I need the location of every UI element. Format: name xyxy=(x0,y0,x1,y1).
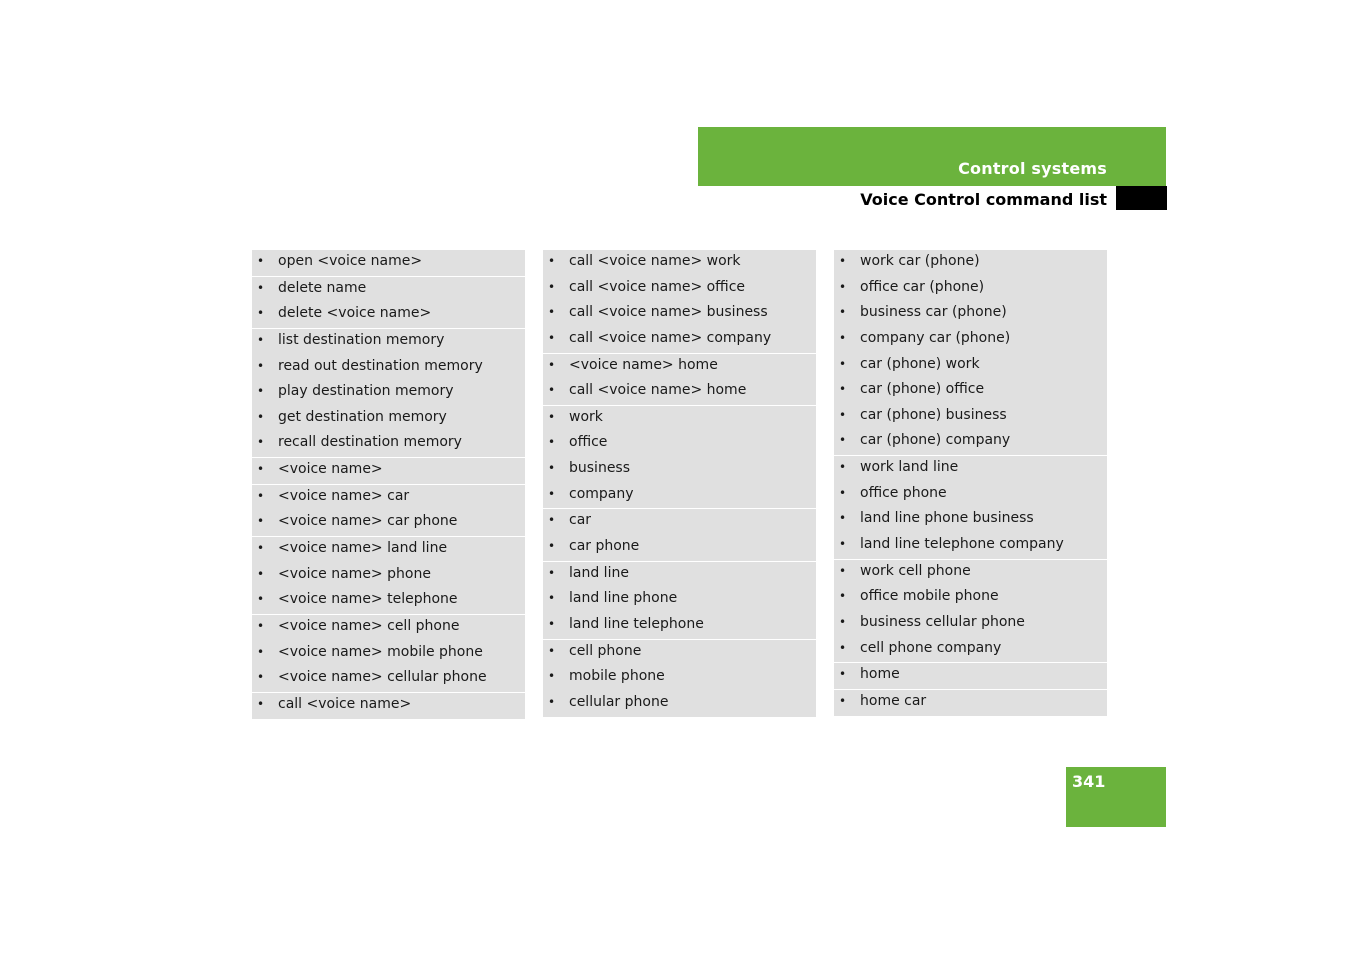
command-text: cell phone company xyxy=(860,639,1002,656)
command-item xyxy=(543,587,816,613)
command-text: office mobile phone xyxy=(860,588,999,605)
command-text: delete <voice name> xyxy=(278,305,432,322)
command-text: call <voice name> office xyxy=(569,278,746,295)
bullet-icon: • xyxy=(257,280,265,295)
bullet-icon: • xyxy=(839,511,847,526)
command-group xyxy=(543,509,816,561)
command-item xyxy=(252,485,525,511)
command-text: call <voice name> company xyxy=(569,329,772,346)
command-text: car (phone) business xyxy=(860,406,1007,423)
command-text: company xyxy=(569,485,634,502)
command-item xyxy=(543,301,816,327)
bullet-icon: • xyxy=(257,332,265,347)
bullet-icon: • xyxy=(548,409,556,424)
bullet-icon: • xyxy=(548,305,556,320)
bullet-icon: • xyxy=(548,383,556,398)
command-text: office car (phone) xyxy=(860,278,985,295)
command-item xyxy=(543,509,816,535)
bullet-icon: • xyxy=(839,356,847,371)
command-text: land line xyxy=(569,564,629,581)
bullet-icon: • xyxy=(548,435,556,450)
command-group xyxy=(252,693,525,719)
command-text: <voice name> xyxy=(278,461,383,478)
bullet-icon: • xyxy=(548,539,556,554)
command-group xyxy=(834,250,1107,456)
bullet-icon: • xyxy=(548,616,556,631)
bullet-icon: • xyxy=(548,279,556,294)
command-group xyxy=(252,277,525,329)
command-item xyxy=(543,276,816,302)
bullet-icon: • xyxy=(548,254,556,268)
command-group xyxy=(252,329,525,458)
bullet-icon: • xyxy=(839,433,847,448)
command-item xyxy=(834,585,1107,611)
section-marker-tab xyxy=(1116,186,1167,210)
command-item xyxy=(252,563,525,589)
bullet-icon: • xyxy=(257,254,265,268)
command-item xyxy=(834,429,1107,455)
bullet-icon: • xyxy=(548,591,556,606)
command-text: land line phone xyxy=(569,590,678,607)
command-text: car phone xyxy=(569,538,640,555)
bullet-icon: • xyxy=(839,330,847,345)
command-item xyxy=(834,301,1107,327)
command-text: call <voice name> home xyxy=(569,382,747,399)
command-text: cellular phone xyxy=(569,693,669,710)
command-text: <voice name> land line xyxy=(278,540,448,557)
command-group xyxy=(252,250,525,277)
bullet-icon: • xyxy=(548,565,556,580)
command-group xyxy=(543,250,816,354)
command-text: delete name xyxy=(278,279,367,296)
command-item xyxy=(834,276,1107,302)
bullet-icon: • xyxy=(257,306,265,321)
command-text: <voice name> home xyxy=(569,356,718,373)
bullet-icon: • xyxy=(839,693,847,708)
section-title: Control systems xyxy=(958,159,1107,178)
bullet-icon: • xyxy=(548,461,556,476)
command-text: call <voice name> work xyxy=(569,253,741,269)
bullet-icon: • xyxy=(257,644,265,659)
command-text: land line telephone xyxy=(569,615,704,632)
command-item xyxy=(252,641,525,667)
bullet-icon: • xyxy=(257,462,265,477)
command-item xyxy=(252,277,525,303)
command-item xyxy=(252,380,525,406)
command-text: <voice name> car xyxy=(278,487,410,504)
command-item xyxy=(543,457,816,483)
command-group xyxy=(252,485,525,537)
command-item xyxy=(834,482,1107,508)
bullet-icon: • xyxy=(839,382,847,397)
command-group xyxy=(252,537,525,615)
command-text: open <voice name> xyxy=(278,253,423,269)
bullet-icon: • xyxy=(548,694,556,709)
bullet-icon: • xyxy=(839,279,847,294)
command-text: land line phone business xyxy=(860,510,1034,527)
command-item xyxy=(252,406,525,432)
command-text: <voice name> car phone xyxy=(278,513,458,530)
command-group xyxy=(543,562,816,640)
command-item xyxy=(252,615,525,641)
command-item xyxy=(834,378,1107,404)
command-group xyxy=(543,354,816,406)
command-text: car (phone) office xyxy=(860,381,985,398)
bullet-icon: • xyxy=(839,537,847,552)
bullet-icon: • xyxy=(257,566,265,581)
bullet-icon: • xyxy=(257,541,265,556)
command-text: work xyxy=(569,408,603,425)
command-group xyxy=(543,406,816,510)
bullet-icon: • xyxy=(257,358,265,373)
command-item xyxy=(543,406,816,432)
bullet-icon: • xyxy=(257,618,265,633)
command-text: home xyxy=(860,666,900,683)
command-text: work cell phone xyxy=(860,562,971,579)
command-item xyxy=(252,588,525,614)
command-item xyxy=(834,353,1107,379)
bullet-icon: • xyxy=(548,669,556,684)
bullet-icon: • xyxy=(257,435,265,450)
command-item xyxy=(834,507,1107,533)
command-item xyxy=(543,431,816,457)
command-item xyxy=(252,666,525,692)
command-text: work car (phone) xyxy=(860,253,980,269)
command-item xyxy=(252,693,525,719)
command-item xyxy=(834,404,1107,430)
command-item xyxy=(543,562,816,588)
command-column-2 xyxy=(543,250,816,717)
command-text: office xyxy=(569,434,608,451)
command-text: company car (phone) xyxy=(860,329,1011,346)
command-item xyxy=(834,560,1107,586)
bullet-icon: • xyxy=(257,592,265,607)
command-group xyxy=(834,663,1107,690)
command-text: home car xyxy=(860,692,927,709)
command-item xyxy=(543,613,816,639)
command-group xyxy=(834,690,1107,716)
command-item xyxy=(252,458,525,484)
bullet-icon: • xyxy=(548,513,556,528)
command-text: <voice name> telephone xyxy=(278,591,458,608)
command-text: call <voice name> xyxy=(278,695,412,712)
command-item xyxy=(834,533,1107,559)
command-item xyxy=(834,456,1107,482)
command-item xyxy=(543,354,816,380)
command-column-3 xyxy=(834,250,1107,716)
command-text: land line telephone company xyxy=(860,536,1064,553)
command-item xyxy=(543,691,816,717)
bullet-icon: • xyxy=(548,486,556,501)
command-item xyxy=(543,250,816,276)
command-text: office phone xyxy=(860,484,947,501)
command-item xyxy=(252,537,525,563)
command-item xyxy=(252,355,525,381)
command-item xyxy=(252,329,525,355)
command-item xyxy=(543,379,816,405)
command-text: read out destination memory xyxy=(278,357,483,374)
bullet-icon: • xyxy=(257,670,265,685)
command-text: get destination memory xyxy=(278,408,447,425)
bullet-icon: • xyxy=(548,643,556,658)
command-item xyxy=(252,510,525,536)
command-text: business cellular phone xyxy=(860,613,1025,630)
bullet-icon: • xyxy=(839,589,847,604)
command-item xyxy=(834,250,1107,276)
bullet-icon: • xyxy=(257,409,265,424)
command-group xyxy=(834,456,1107,560)
command-text: business car (phone) xyxy=(860,304,1007,321)
command-text: <voice name> cell phone xyxy=(278,617,460,634)
page-subtitle: Voice Control command list xyxy=(860,190,1107,209)
command-item xyxy=(834,637,1107,663)
command-item xyxy=(834,663,1107,689)
command-group xyxy=(543,640,816,717)
command-item xyxy=(543,640,816,666)
command-text: <voice name> cellular phone xyxy=(278,669,487,686)
bullet-icon: • xyxy=(839,305,847,320)
bullet-icon: • xyxy=(839,460,847,475)
bullet-icon: • xyxy=(257,384,265,399)
page-number-box xyxy=(1066,767,1166,827)
command-item xyxy=(543,665,816,691)
bullet-icon: • xyxy=(839,407,847,422)
bullet-icon: • xyxy=(839,254,847,268)
bullet-icon: • xyxy=(839,485,847,500)
command-text: cell phone xyxy=(569,642,642,659)
command-item xyxy=(252,431,525,457)
command-item xyxy=(834,690,1107,716)
bullet-icon: • xyxy=(257,696,265,711)
command-item xyxy=(543,535,816,561)
command-column-1 xyxy=(252,250,525,719)
command-text: play destination memory xyxy=(278,383,454,400)
bullet-icon: • xyxy=(548,330,556,345)
command-item xyxy=(252,250,525,276)
command-item xyxy=(834,611,1107,637)
command-text: car (phone) company xyxy=(860,432,1011,449)
command-text: <voice name> mobile phone xyxy=(278,643,483,660)
bullet-icon: • xyxy=(839,667,847,682)
command-text: <voice name> phone xyxy=(278,565,431,582)
bullet-icon: • xyxy=(257,488,265,503)
command-text: car (phone) work xyxy=(860,355,980,372)
bullet-icon: • xyxy=(257,514,265,529)
command-item xyxy=(543,483,816,509)
command-group xyxy=(834,560,1107,664)
command-text: list destination memory xyxy=(278,331,445,348)
bullet-icon: • xyxy=(839,640,847,655)
command-text: business xyxy=(569,460,631,477)
command-text: mobile phone xyxy=(569,668,665,685)
command-item xyxy=(252,302,525,328)
bullet-icon: • xyxy=(548,357,556,372)
command-group xyxy=(252,458,525,485)
page-number: 341 xyxy=(1072,772,1106,791)
command-item xyxy=(834,327,1107,353)
command-item xyxy=(543,327,816,353)
command-text: car xyxy=(569,512,592,529)
command-text: work land line xyxy=(860,459,959,476)
command-group xyxy=(252,615,525,693)
command-text: call <voice name> business xyxy=(569,304,768,321)
bullet-icon: • xyxy=(839,563,847,578)
command-text: recall destination memory xyxy=(278,434,462,451)
bullet-icon: • xyxy=(839,614,847,629)
